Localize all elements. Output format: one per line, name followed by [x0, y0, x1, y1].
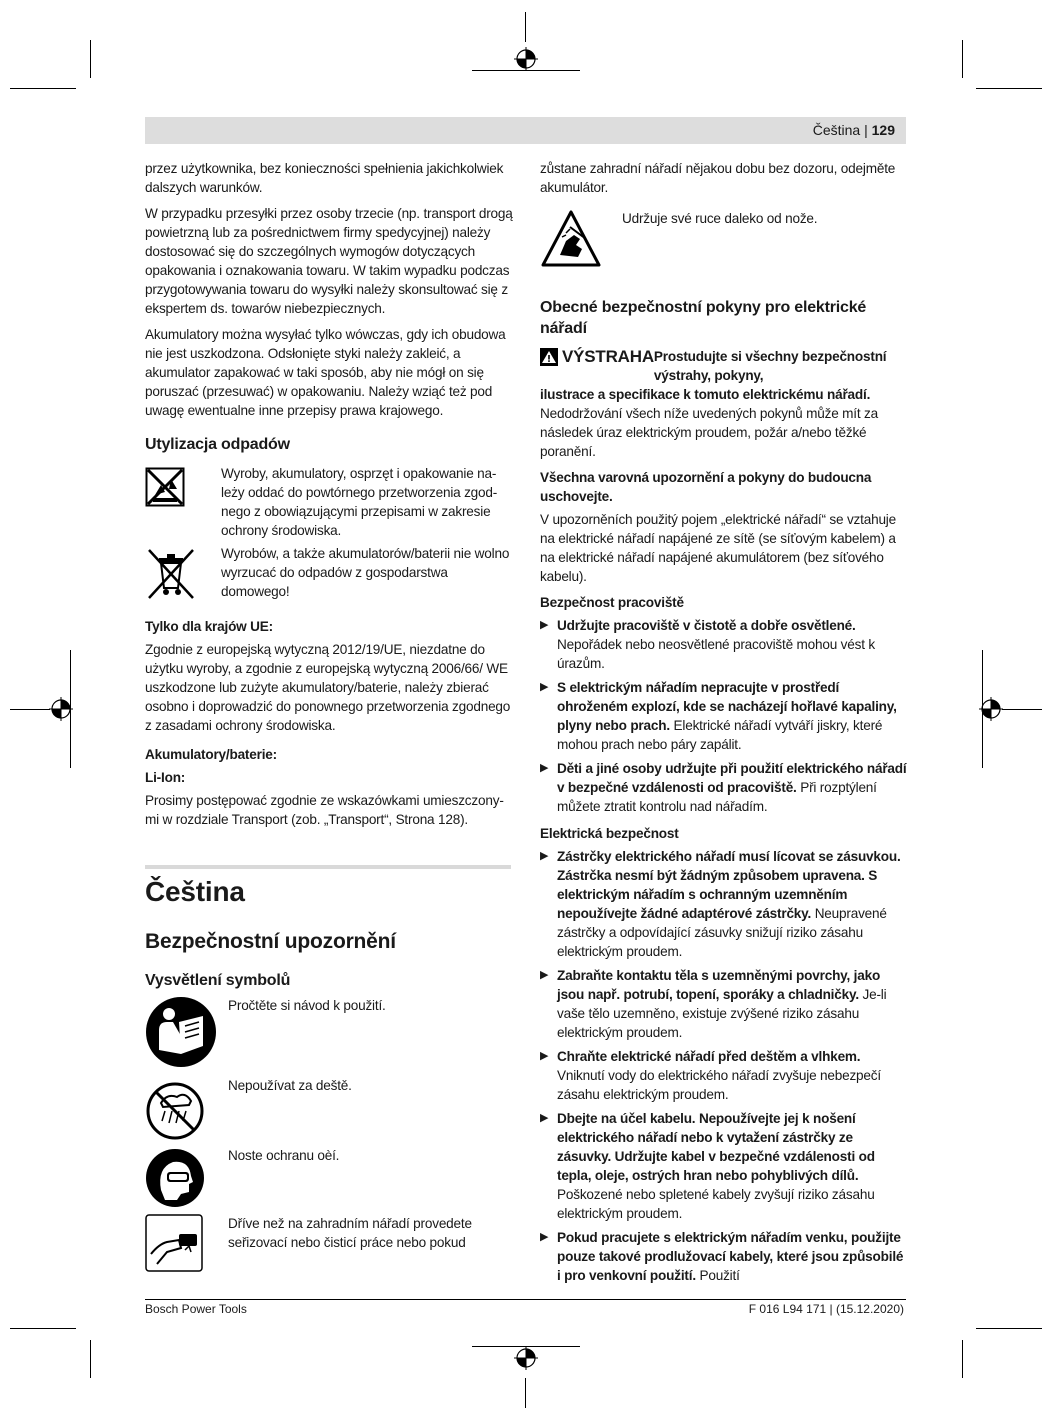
- section-divider: [145, 865, 511, 869]
- bullet-item: [540, 847, 908, 961]
- disposal-text: Wyroby, akumulatory, osprzęt i opakowanie należy oddać do powtórnego przetworzenia zgodnego z obowiązującymi przepisami w zakresie ochrony środowiska.: [221, 466, 498, 538]
- crop-mark: [962, 40, 963, 78]
- bullet-text: Vniknutí vody do elektrického nářadí zvyšuje nebezpečí zásahu elektrickým proudem.: [557, 1068, 881, 1102]
- crop-mark: [10, 88, 76, 89]
- bullet-bold: S elektrickým nářadím nepracujte v prostředí ohroženém explozí, kde se nacházejí hořlavé kapaliny, plyny nebo prach.: [557, 680, 897, 733]
- bullet-text: Nepořádek nebo neosvětlené pracoviště mohou vést k úrazům.: [557, 637, 875, 671]
- registration-mark-icon: [979, 697, 1003, 721]
- symbol-text: Nepoužívat za deště.: [228, 1078, 352, 1093]
- warning-bold-text: Prostudujte si všechny bezpečnostní výstrahy, pokyny,: [653, 349, 887, 383]
- bullet-bold: Dbejte na účel kabelu. Nepoužívejte jej k nošení elektrického nářadí nebo k vytažení zástrčky ze zásuvky. Udržujte kabel v bezpečné vzdálenosti od tepla, oleje, ostrých hran nebo pohyblivých dílů.: [557, 1111, 875, 1183]
- symbol-text: Dříve než na zahradním nářadí provedete seřizovací nebo čisticí práce nebo pokud: [228, 1216, 472, 1250]
- disposal-row: [145, 464, 513, 540]
- disposal-text: Wyrobów, a także akumulatorów/baterii nie wolno wyrzucać do odpadów z gospodarstwa domowego!: [221, 546, 510, 599]
- warning-label-text: VÝSTRAHA: [562, 347, 654, 366]
- crop-mark: [976, 88, 1042, 89]
- registration-mark-icon: [49, 697, 73, 721]
- bullet-item: [540, 1228, 908, 1285]
- recycle-symbol: [145, 464, 221, 540]
- subheading: Tylko dla krajów UE:: [145, 619, 273, 634]
- header-language: Čeština: [812, 122, 861, 138]
- symbol-row: [145, 1076, 513, 1146]
- warning-triangle-icon: [540, 348, 558, 366]
- bullet-bold: Zástrčky elektrického nářadí musí lícovat se zásuvkou. Zástrčka nesmí být žádným způsobem upravena. S elektrickým nářadím s ochranným uzemněním nepoužívejte žádné adaptérové zástrčky.: [557, 849, 901, 921]
- hand-cut-warning-icon: [540, 209, 602, 269]
- bullet-text: Je-li vaše tělo uzemněno, existuje zvýšené riziko zásahu elektrickým proudem.: [557, 987, 887, 1040]
- warning-label-box: [540, 347, 654, 385]
- footer-brand: Bosch Power Tools: [145, 1302, 247, 1316]
- language-title: Čeština: [145, 876, 245, 907]
- section-heading: Utylizacja odpadów: [145, 436, 290, 453]
- paragraph: Nedodržování všech níže uvedených pokynů může mít za následek úraz elektrickým proudem, požár a/nebo těžké poranění.: [540, 406, 878, 459]
- symbol-keep-hands-away: [540, 209, 622, 285]
- crop-mark: [1002, 709, 1042, 710]
- subheading: Všechna varovná upozornění a pokyny do budoucna uschovejte.: [540, 470, 872, 504]
- right-column: [540, 159, 908, 1290]
- page-number: 129: [871, 122, 895, 138]
- symbol-remove-battery: [145, 1214, 228, 1274]
- subheading: Bezpečnost pracoviště: [540, 595, 684, 610]
- bullet-text: Použití: [699, 1268, 740, 1283]
- crop-mark: [962, 1340, 963, 1378]
- registration-mark-icon: [514, 1346, 538, 1370]
- paragraph: przez użytkownika, bez konieczności spełnienia jakichkolwiek dalszych warunków.: [145, 161, 504, 195]
- bullet-item: [540, 759, 908, 816]
- bullet-item: [540, 1047, 908, 1104]
- bullet-item: [540, 1109, 908, 1223]
- bullet-text: Poškozené nebo spletené kabely zvyšují riziko zásahu elektrickým proudem.: [557, 1187, 875, 1221]
- crop-mark: [525, 12, 526, 42]
- left-column: [145, 159, 513, 836]
- symbol-row: [145, 1214, 513, 1274]
- eye-protection-icon: [145, 1148, 205, 1208]
- warning-label: [540, 347, 654, 366]
- crop-mark: [525, 1378, 526, 1408]
- crop-mark: [10, 709, 50, 710]
- paragraph: W przypadku przesyłki przez osoby trzecie (np. transport drogą powietrzną lub za pośrednictwem firmy spedycyjnej) należy dostosować się do szczególnych wymogów dotyczących opakowania i oznakowania towaru. W takim wypadku podczas przygotowywania towaru do wysyłki należy skonsultować się z ekspertem ds. towarów niebezpiecznych.: [145, 206, 513, 316]
- paragraph: zůstane zahradní nářadí nějakou dobu bez dozoru, odejměte akumulátor.: [540, 161, 896, 195]
- bullet-bold: Pokud pracujete s elektrickým nářadím venku, použijte pouze takové prodlužovací kabely, které jsou způsobilé i pro venkovní použití.: [557, 1230, 904, 1283]
- header-separator: |: [864, 122, 868, 138]
- safety-title: Bezpečnostní upozornění: [145, 930, 396, 953]
- subheading: Akumulatory/baterie:: [145, 747, 277, 762]
- registration-mark-icon: [514, 47, 538, 71]
- paragraph: Akumulatory można wysyłać tylko wówczas, gdy ich obudowa nie jest uszkodzona. Odsłonięte styki należy zakleić, a akumulator zapakować w taki sposób, aby nie mógł on się poruszać (przesuwać) w opakowaniu. Należy wziąć też pod uwagę ewentualne inne przepisy prawa krajowego.: [145, 327, 506, 418]
- section-heading: Vysvětlení symbolů: [145, 972, 291, 989]
- crop-mark: [90, 1340, 91, 1378]
- no-rain-icon: [145, 1081, 205, 1141]
- symbol-text: Pročtěte si návod k použití.: [228, 998, 386, 1013]
- subheading: Elektrická bezpečnost: [540, 826, 679, 841]
- bullet-item: [540, 616, 908, 673]
- crop-mark: [976, 1328, 1042, 1329]
- read-manual-icon: [145, 996, 217, 1068]
- bullet-bold: Chraňte elektrické nářadí před deštěm a vlhkem.: [557, 1049, 861, 1064]
- recycling-crossed-box-icon: [145, 467, 185, 507]
- remove-battery-icon: [145, 1214, 203, 1272]
- bullet-bold: Udržujte pracoviště v čistotě a dobře osvětlené.: [557, 618, 856, 633]
- bullet-text: Neupravené zástrčky a odpovídající zásuvky snižují riziko zásahu elektrickým proudem.: [557, 906, 887, 959]
- symbol-row: [145, 1146, 513, 1212]
- section-heading: Obecné bezpečnostní pokyny pro elektrické nářadí: [540, 299, 867, 337]
- bullet-bold: Děti a jiné osoby udržujte při použití elektrického nářadí v bezpečné vzdálenosti od pracoviště.: [557, 761, 907, 795]
- bullet-item: [540, 966, 908, 1042]
- warning-bold-text: ilustrace a specifikace k tomuto elektrickému nářadí.: [540, 387, 871, 402]
- warning-block: [540, 347, 908, 385]
- symbol-text: Udržuje své ruce daleko od nože.: [622, 211, 818, 226]
- paragraph: V upozorněních použitý pojem „elektrické nářadí“ se vztahuje na elektrické nářadí napájené ze sítě (se síťovým kabelem) a na elektrické nářadí napájené akumulátorem (bez síťového kabelu).: [540, 512, 896, 584]
- page-header: [813, 121, 895, 139]
- footer-rule: [145, 1299, 906, 1300]
- footer-docnumber: F 016 L94 171 | (15.12.2020): [748, 1302, 904, 1316]
- bullet-text: Elektrické nářadí vytváří jiskry, které mohou prach nebo páry zapálit.: [557, 718, 883, 752]
- bullet-bold: Zabraňte kontaktu těla s uzemněnými povrchy, jako jsou např. potrubí, topení, sporáky a chladničky.: [557, 968, 881, 1002]
- bullet-text: Při rozptýlení můžete ztratit kontrolu nad nářadím.: [557, 780, 877, 814]
- symbol-row: [145, 996, 513, 1072]
- paragraph: Zgodnie z europejską wytyczną 2012/19/UE, niezdatne do użytku wyroby, a zgodnie z europejską wytyczną 2006/66/ WE uszkodzone lub zużyte akumulatory/baterie, należy zbierać osobno i doprowadzić do ponownego przetworzenia zgodnego z zasadami ochrony środowiska.: [145, 642, 511, 733]
- crossed-bin-icon: [145, 546, 197, 602]
- crop-mark: [90, 40, 91, 78]
- symbol-eye-protection: [145, 1146, 228, 1212]
- symbol-row: [540, 209, 908, 285]
- crop-mark: [10, 1328, 76, 1329]
- symbol-no-rain: [145, 1076, 228, 1146]
- bullet-item: [540, 678, 908, 754]
- paragraph: Prosimy postępować zgodnie ze wskazówkami umieszczonymi w rozdziale Transport (zob. „Transport“, Strona 128).: [145, 793, 504, 827]
- header-band: [145, 117, 906, 144]
- symbol-read-manual: [145, 996, 228, 1072]
- disposal-row: [145, 544, 513, 607]
- weee-symbol: [145, 544, 221, 607]
- symbol-text: Noste ochranu oèí.: [228, 1148, 340, 1163]
- left-column-bottom: [145, 875, 513, 1274]
- subheading: Li-Ion:: [145, 770, 186, 785]
